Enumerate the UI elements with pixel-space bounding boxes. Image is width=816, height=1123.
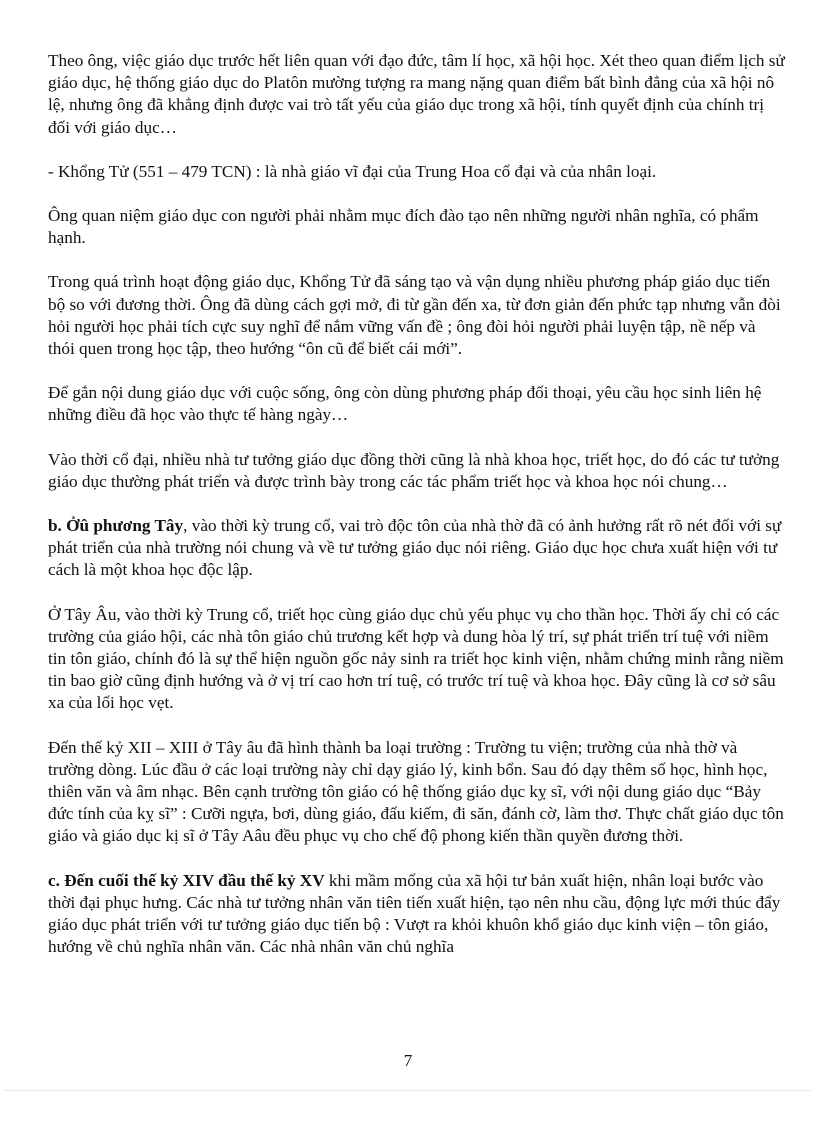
paragraph-tay-au: [48, 604, 786, 715]
paragraph-text: Ông quan niệm giáo dục con người phải nhằm mục đích đào tạo nên những người nhân nghĩa, có phẩm hạnh.: [48, 206, 759, 248]
paragraph-text: Đến thế kỷ XII – XIII ở Tây âu đã hình thành ba loại trường : Trường tu viện; trường của nhà thờ và trường dòng. Lúc đầu ở các loại trường này chỉ dạy giáo lý, kinh bổn. Sau đó dạy thêm số học, hình học, thiên văn và âm nhạc. Bên cạnh trường tôn giáo có hệ thống giáo dục kỵ sĩ, với nội dung giáo dục “Bảy đức tính của kỵ sĩ” : Cưỡi ngựa, bơi, dùng giáo, đấu kiếm, đi săn, đánh cờ, làm thơ. Thực chất giáo dục tôn giáo và giáo dục kị sĩ ở Tây Aâu đều phục vụ cho chế độ phong kiến thần quyền đương thời.: [48, 737, 784, 846]
paragraph-phuong-tay: [48, 515, 786, 582]
paragraph-doi-thoai: [48, 382, 786, 426]
paragraph-platon: [48, 50, 786, 139]
paragraph-text: - Khổng Tử (551 – 479 TCN) : là nhà giáo vĩ đại của Trung Hoa cổ đại và của nhân loại.: [48, 161, 657, 181]
paragraph-text: khi mầm mống của xã hội tư bản xuất hiện, nhân loại bước vào thời đại phục hưng. Các nhà tư tưởng nhân văn tiên tiến xuất hiện, tạo nên nhu cầu, động lực mới thúc đẩy giáo dục phát triển với tư tưởng giáo dục tiến bộ : Vượt ra khỏi khuôn khổ giáo dục kinh viện – tôn giáo, hướng về chủ nghĩa nhân văn. Các nhà nhân văn chủ nghĩa: [48, 870, 781, 957]
paragraph-phuc-hung: [48, 870, 786, 959]
paragraph-quan-niem: [48, 205, 786, 249]
page-bottom-divider: [4, 1090, 812, 1091]
page-number: 7: [403, 1051, 413, 1070]
paragraph-phuong-phap: [48, 271, 786, 360]
document-body: [48, 50, 786, 981]
paragraph-text: , vào thời kỳ trung cổ, vai trò độc tôn của nhà thờ đã có ảnh hưởng rất rõ nét đối với sự phát triển của nhà trường nói chung và về tư tưởng giáo dục nói riêng. Giáo dục học chưa xuất hiện với tư cách là một khoa học độc lập.: [48, 516, 782, 580]
paragraph-co-dai: [48, 449, 786, 493]
paragraph-text: Theo ông, việc giáo dục trước hết liên quan với đạo đức, tâm lí học, xã hội học. Xét theo quan điểm lịch sử giáo dục, hệ thống giáo dục do Platôn mường tượng ra mang nặng quan điểm bất bình đẳng của xã hội nô lệ, nhưng ông đã khẳng định được vai trò tất yếu của giáo dục trong xã hội, tính quyết định của chính trị đối với giáo dục…: [48, 51, 785, 137]
paragraph-text: Ở Tây Âu, vào thời kỳ Trung cổ, triết học cùng giáo dục chủ yếu phục vụ cho thần học. Thời ấy chỉ có các trường của giáo hội, các nhà tôn giáo chủ trương kết hợp và dung hòa lý trí, sự phát triển trí tuệ với niềm tin tôn giáo, chính đó là sự thể hiện nguồn gốc nảy sinh ra triết học kinh viện, nhằm chứng minh rằng niềm tin bao giờ cũng định hướng và ở vị trí cao hơn trí tuệ, có trước trí tuệ và khoa học. Đây cũng là cơ sở sâu xa của lối học vẹt.: [48, 604, 784, 713]
paragraph-the-ky-xii: [48, 737, 786, 848]
paragraph-khong-tu: [48, 161, 786, 183]
section-heading-c: c. Đến cuối thế kỷ XIV đầu thế kỷ XV: [48, 870, 325, 890]
paragraph-text: Để gắn nội dung giáo dục với cuộc sống, ông còn dùng phương pháp đối thoại, yêu cầu học sinh liên hệ những điều đã học vào thực tế hàng ngày…: [48, 383, 762, 425]
paragraph-text: Trong quá trình hoạt động giáo dục, Khổng Tử đã sáng tạo và vận dụng nhiều phương pháp giáo dục tiến bộ so với đương thời. Ông đã dùng cách gợi mở, đi từ gần đến xa, từ đơn giản đến phức tạp nhưng vẫn đòi hỏi người học phải tích cực suy nghĩ để nắm vững vấn đề ; ông đòi hỏi người phải luyện tập, nề nếp và thói quen trong học tập, theo hướng “ôn cũ để biết cái mới”.: [48, 272, 781, 359]
paragraph-text: Vào thời cổ đại, nhiều nhà tư tưởng giáo dục đồng thời cũng là nhà khoa học, triết học, do đó các tư tưởng giáo dục thường phát triển và được trình bày trong các tác phẩm triết học và khoa học nói chung…: [48, 449, 780, 491]
section-heading-b: b. Ởû phương Tây: [48, 516, 184, 536]
